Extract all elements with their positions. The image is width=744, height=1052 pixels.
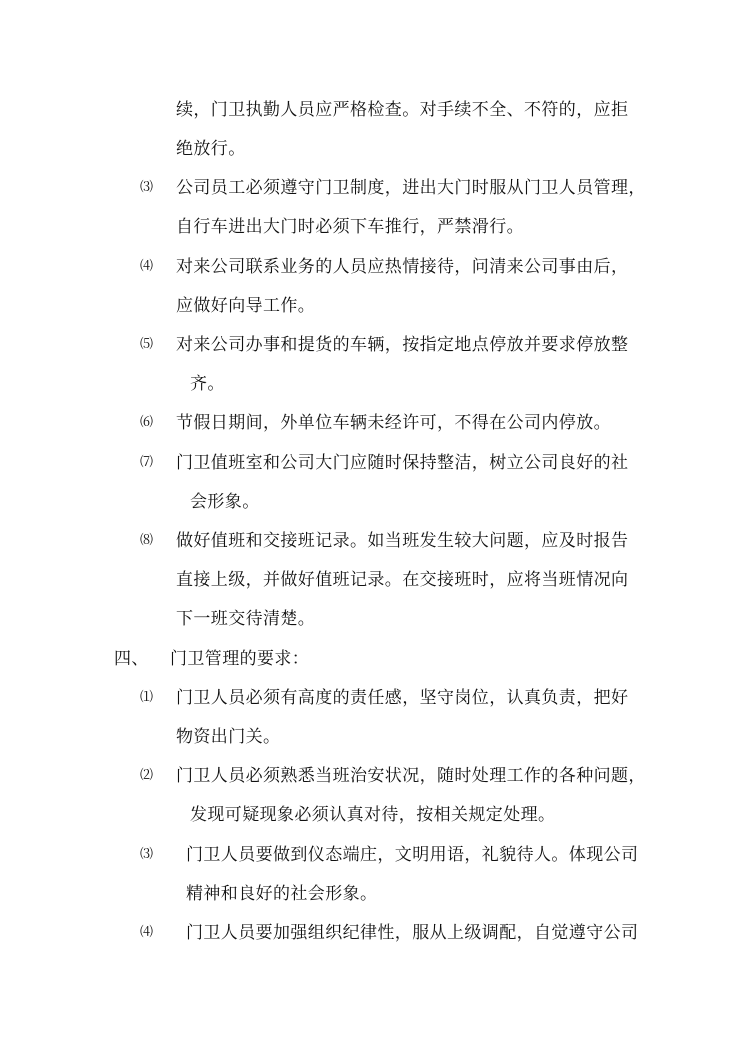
paragraph-line: 应做好向导工作。 — [176, 296, 316, 316]
item-number: ⑹ — [140, 415, 154, 430]
paragraph-line: 门卫人员要做到仪态端庄，文明用语，礼貌待人。体现公司 — [186, 845, 639, 865]
paragraph-line: 直接上级，并做好值班记录。在交接班时，应将当班情况向 — [176, 570, 629, 590]
paragraph-line: 自行车进出大门时必须下车推行，严禁滑行。 — [176, 217, 524, 237]
section-number: 四、 — [114, 649, 149, 669]
item-number: ⑷ — [140, 925, 154, 940]
item-number: ⑶ — [140, 180, 154, 195]
item-number: ⑴ — [140, 690, 154, 705]
item-number: ⑵ — [140, 768, 154, 783]
item-number: ⑺ — [140, 455, 154, 470]
section-heading: 门卫管理的要求： — [170, 649, 310, 669]
paragraph-line: 公司员工必须遵守门卫制度，进出大门时服从门卫人员管理， — [176, 178, 646, 198]
paragraph-line: 门卫值班室和公司大门应随时保持整洁，树立公司良好的社 — [176, 453, 629, 473]
paragraph-line: 齐。 — [190, 374, 225, 394]
item-number: ⑷ — [140, 259, 154, 274]
item-number: ⑸ — [140, 337, 154, 352]
paragraph-line: 会形象。 — [190, 492, 260, 512]
paragraph-line: 续，门卫执勤人员应严格检查。对手续不全、不符的，应拒 — [176, 100, 629, 120]
paragraph-line: 对来公司联系业务的人员应热情接待，问清来公司事由后， — [176, 257, 629, 277]
item-number: ⑶ — [140, 847, 154, 862]
paragraph-line: 绝放行。 — [176, 139, 246, 159]
paragraph-line: 下一班交待清楚。 — [176, 609, 316, 629]
paragraph-line: 门卫人员必须有高度的责任感，坚守岗位，认真负责，把好 — [176, 688, 629, 708]
paragraph-line: 门卫人员必须熟悉当班治安状况，随时处理工作的各种问题， — [176, 766, 646, 786]
paragraph-line: 物资出门关。 — [176, 727, 281, 747]
item-number: ⑻ — [140, 533, 154, 548]
paragraph-line: 对来公司办事和提货的车辆，按指定地点停放并要求停放整 — [176, 335, 629, 355]
paragraph-line: 节假日期间，外单位车辆未经许可，不得在公司内停放。 — [176, 413, 611, 433]
paragraph-line: 做好值班和交接班记录。如当班发生较大问题，应及时报告 — [176, 531, 629, 551]
paragraph-line: 门卫人员要加强组织纪律性，服从上级调配，自觉遵守公司 — [186, 923, 639, 943]
paragraph-line: 发现可疑现象必须认真对待，按相关规定处理。 — [190, 805, 556, 825]
paragraph-line: 精神和良好的社会形象。 — [186, 884, 378, 904]
